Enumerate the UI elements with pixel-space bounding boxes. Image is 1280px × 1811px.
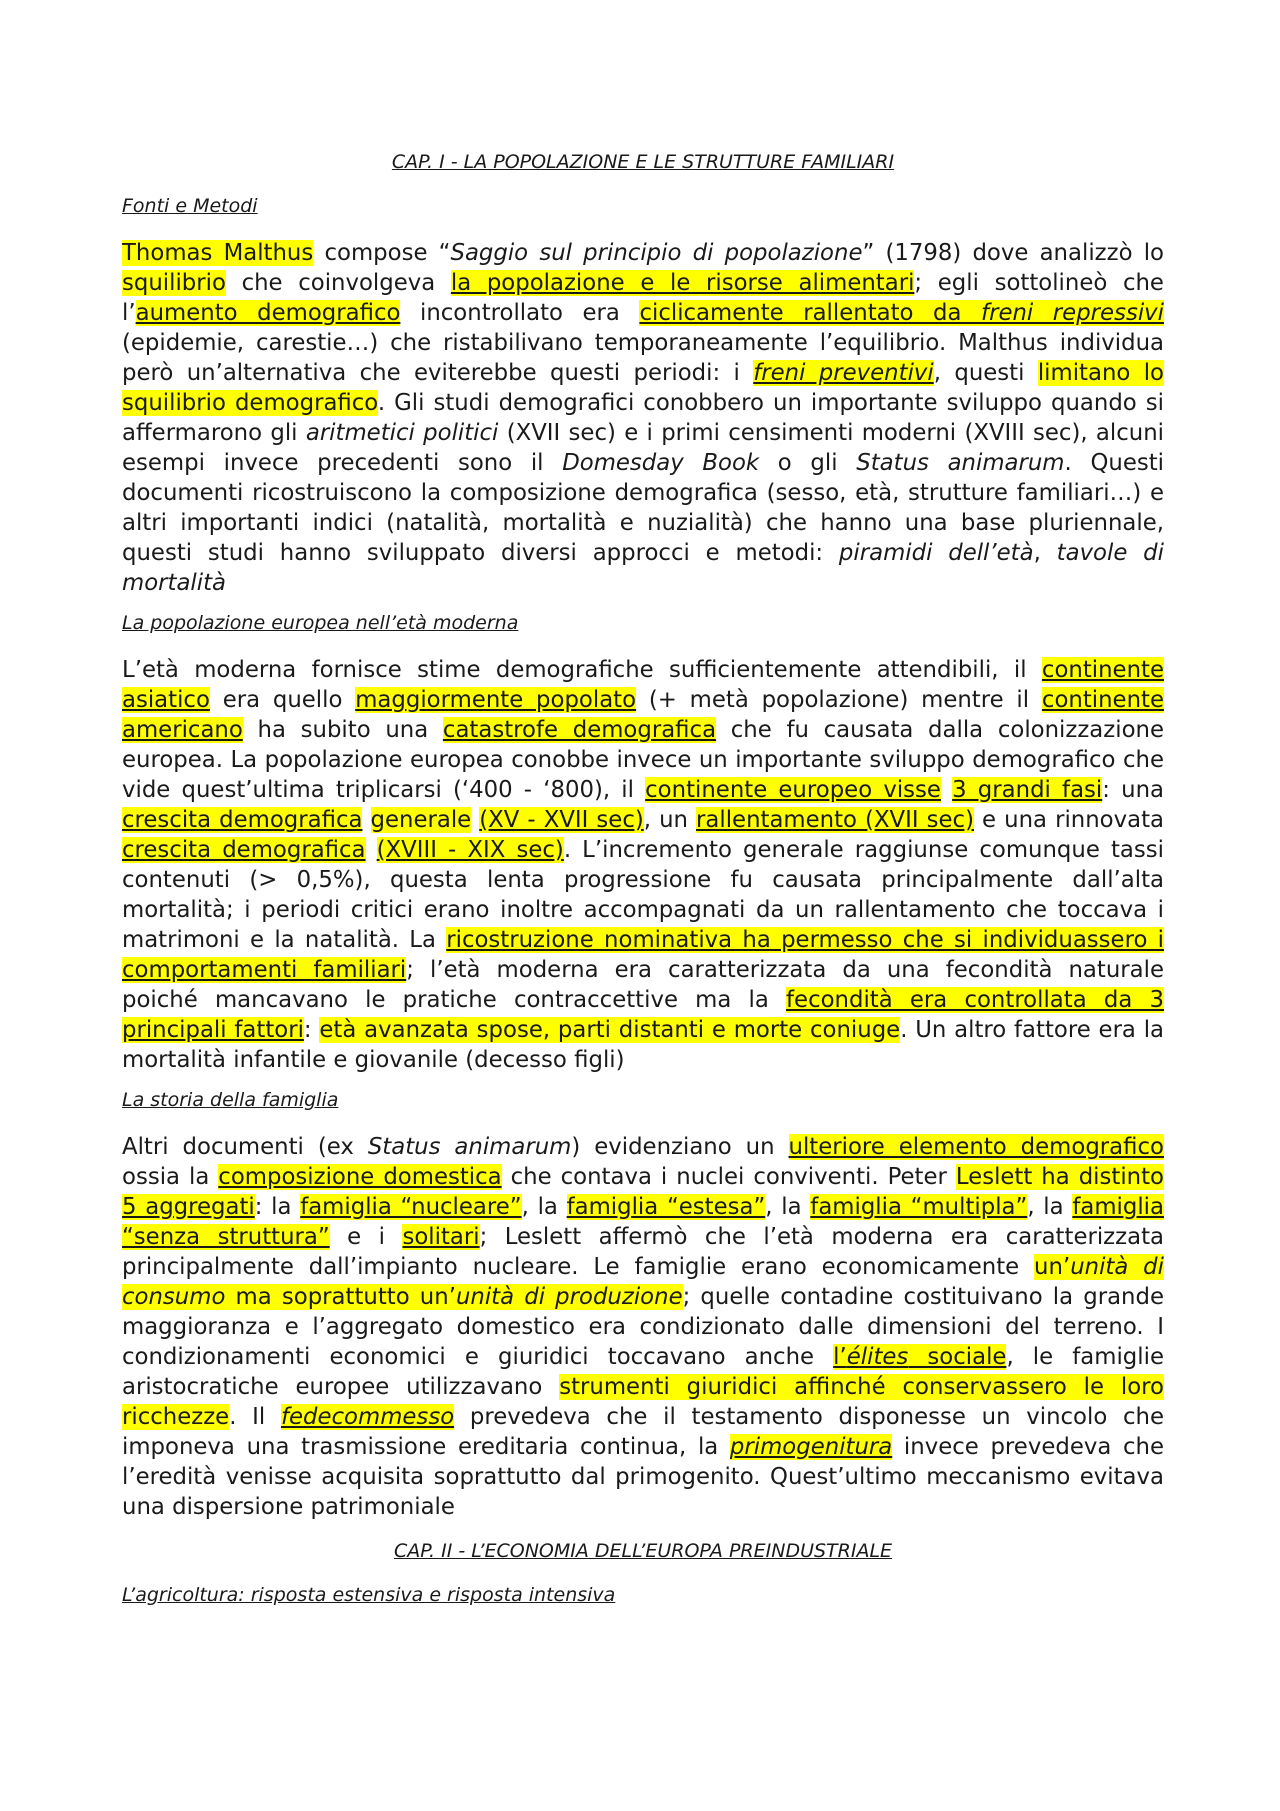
text-run: ; egli sottolineò che l’ xyxy=(122,270,1164,326)
text-run: , le famiglie aristocratiche europee utilizzavano xyxy=(122,1344,1164,1400)
text-run: Status animarum xyxy=(856,450,1065,476)
highlighted-text: aumento demografico xyxy=(135,300,401,326)
text-run: ” (1798) dove analizzò lo xyxy=(862,240,1164,266)
text-run: . Un altro fattore era la mortalità infantile e giovanile (decesso figli) xyxy=(122,1017,1165,1073)
text-run: (XVII sec) e i primi censimenti moderni (XVIII sec), alcuni esempi invece precedenti sono il xyxy=(122,420,1164,476)
highlighted-text: maggiormente popolato xyxy=(355,687,637,713)
highlighted-text: continente asiatico xyxy=(122,657,1164,713)
text-run: . Questi documenti ricostruiscono la composizione demografica (sesso, età, strutture familiari…) e altri importanti indici (natalità, mortalità e nuzialità) che hanno una base pluriennale, questi studi hanno sviluppato diversi approcci e metodi: xyxy=(122,450,1165,566)
highlighted-text: l’ xyxy=(833,1344,847,1370)
highlighted-text: generale xyxy=(370,807,472,833)
text-run: che contava i nuclei conviventi. Peter xyxy=(501,1164,956,1190)
text-run: ; l’età moderna era caratterizzata da una fecondità naturale poiché mancavano le pratiche contraccettive ma la xyxy=(122,957,1164,1013)
text-run: era quello xyxy=(209,687,356,713)
highlighted-text: sociale xyxy=(908,1344,1007,1370)
text-run: , questi xyxy=(933,360,1038,386)
text-run: ha subito una xyxy=(242,717,443,743)
highlighted-text: limitano lo squilibrio demografico xyxy=(122,360,1164,416)
text-run xyxy=(941,777,952,803)
highlighted-text: solitari xyxy=(402,1224,480,1250)
text-run: o gli xyxy=(759,450,857,476)
text-run: Domesday Book xyxy=(562,450,760,476)
highlighted-text: rallentamento (XVII sec) xyxy=(696,807,974,833)
highlighted-text: freni preventivi xyxy=(753,360,934,386)
text-run: (+ metà popolazione) mentre il xyxy=(636,687,1042,713)
highlighted-text: freni repressivi xyxy=(981,300,1164,326)
text-run: , la xyxy=(521,1194,567,1220)
section-agricoltura: L’agricoltura: risposta estensiva e risposta intensiva xyxy=(122,1584,616,1606)
highlighted-text: la popolazione e le xyxy=(450,270,707,296)
text-run: piramidi dell’età xyxy=(838,540,1034,566)
highlighted-text: fedecommesso xyxy=(280,1404,455,1430)
highlighted-text: famiglia “multipla” xyxy=(810,1194,1028,1220)
text-run: e i xyxy=(329,1224,403,1250)
text-run: Status animarum xyxy=(367,1134,572,1160)
text-run: Saggio sul principio di popolazione xyxy=(450,240,863,266)
highlighted-text: continente americano xyxy=(122,687,1164,743)
highlighted-text: 3 grandi fasi xyxy=(952,777,1103,803)
highlighted-text: ricostruzione nominativa ha permesso che si individuassero i comportamenti familiari xyxy=(122,927,1164,983)
text-run: invece prevedeva che l’eredità venisse acquisita soprattutto dal primogenito. Quest’ultimo meccanismo evitava una dispersione patrimoniale xyxy=(122,1434,1164,1520)
section-popolazione-europea: La popolazione europea nell’età moderna xyxy=(122,612,519,634)
highlighted-text: (XV - XVII sec) xyxy=(479,807,644,833)
highlighted-text: ciclicamente rallentato da xyxy=(639,300,982,326)
text-run: incontrollato era xyxy=(400,300,640,326)
text-run: ; Leslett affermò che l’età moderna era caratterizzata principalmente dall’impianto nucleare. Le famiglie erano economicamente xyxy=(122,1224,1164,1280)
highlighted-text: unità di consumo xyxy=(122,1254,1164,1310)
highlighted-text: élites xyxy=(846,1344,909,1370)
text-run: . Il xyxy=(229,1404,281,1430)
highlighted-text: catastrofe demografica xyxy=(442,717,717,743)
text-run: che coinvolgeva xyxy=(225,270,451,296)
text-run: ; quelle contadine costituivano la grande maggioranza e l’aggregato domestico era condizionato dalle dimensioni del terreno. I condizionamenti economici e giuridici toccavano anche xyxy=(122,1284,1164,1370)
text-run: , un xyxy=(643,807,697,833)
highlighted-text: unità di produzione xyxy=(455,1284,683,1310)
highlighted-text: ulteriore elemento demografico xyxy=(788,1134,1164,1160)
paragraph-fonti-e-metodi xyxy=(122,238,1164,598)
text-run: . Gli studi demografici conobbero un importante sviluppo quando si affermarono gli xyxy=(122,390,1164,446)
text-run: (epidemie, carestie…) che ristabilivano temporaneamente l’equilibrio. Malthus individua però un’alternativa che eviterebbe questi periodi: i xyxy=(122,330,1164,386)
text-run: L’età moderna fornisce stime demografiche sufficientemente attendibili, il xyxy=(122,657,1042,683)
text-run: : xyxy=(303,1017,320,1043)
highlighted-text: crescita demografica xyxy=(122,807,363,833)
paragraph-storia-famiglia xyxy=(122,1132,1164,1522)
text-run: , la xyxy=(765,1194,811,1220)
highlighted-text: famiglia “senza struttura” xyxy=(122,1194,1164,1250)
text-run xyxy=(366,837,377,863)
text-run: ossia la xyxy=(122,1164,219,1190)
highlighted-text: un’ xyxy=(1034,1254,1071,1280)
text-run: aritmetici politici xyxy=(305,420,499,446)
highlighted-text: famiglia “estesa” xyxy=(566,1194,766,1220)
highlighted-text: ma soprattutto un’ xyxy=(225,1284,456,1310)
highlighted-text: primogenitura xyxy=(729,1434,893,1460)
paragraph-popolazione-europea xyxy=(122,655,1164,1075)
highlighted-text: Thomas Malthus xyxy=(122,240,314,266)
highlighted-text: composizione domestica xyxy=(218,1164,502,1190)
text-run: : una xyxy=(1102,777,1164,803)
highlighted-text: Leslett ha distinto xyxy=(955,1164,1164,1190)
highlighted-text: squilibrio xyxy=(122,270,226,296)
text-run: . L’incremento generale raggiunse comunque tassi contenuti (> 0,5%), questa lenta progressione fu causata principalmente dall’alta mortalità; i periodi critici erano inoltre accompagnati da un rallentamento che toccava i matrimoni e la natalità. La xyxy=(122,837,1164,953)
highlighted-text: età avanzata spose, parti distanti e morte coniuge xyxy=(319,1017,901,1043)
chapter-title-1: CAP. I - LA POPOLAZIONE E LE STRUTTURE FAMILIARI xyxy=(391,151,895,173)
text-run xyxy=(362,807,370,833)
highlighted-text: strumenti giuridici affinché conservassero le loro ricchezze xyxy=(122,1374,1164,1430)
text-run: : la xyxy=(254,1194,301,1220)
highlighted-text: continente europeo visse xyxy=(645,777,941,803)
text-run: e una rinnovata xyxy=(974,807,1164,833)
text-run: compose “ xyxy=(313,240,451,266)
highlighted-text: crescita demografica xyxy=(122,837,366,863)
chapter-title-2: CAP. II - L’ECONOMIA DELL’EUROPA PREINDUSTRIALE xyxy=(393,1540,893,1562)
highlighted-text: 5 aggregati xyxy=(122,1194,255,1220)
text-run: che fu causata dalla colonizzazione europea. La popolazione europea conobbe invece un importante sviluppo demografico che vide quest’ultima triplicarsi (‘400 - ‘800), il xyxy=(122,717,1165,803)
text-run: ) evidenziano un xyxy=(571,1134,789,1160)
text-run: , la xyxy=(1027,1194,1073,1220)
highlighted-text: famiglia “nucleare” xyxy=(300,1194,522,1220)
highlighted-text: (XVIII - XIX sec) xyxy=(376,837,564,863)
text-run: prevedeva che il testamento disponesse un vincolo che imponeva una trasmissione ereditaria continua, la xyxy=(122,1404,1165,1460)
text-run: tavole di mortalità xyxy=(122,540,1164,596)
highlighted-text: fecondità era controllata da 3 principali fattori xyxy=(122,987,1164,1043)
section-storia-famiglia: La storia della famiglia xyxy=(122,1089,339,1111)
section-fonti-e-metodi: Fonti e Metodi xyxy=(122,195,258,217)
text-run: , xyxy=(1033,540,1057,566)
document-body xyxy=(122,150,1164,1627)
text-run: Altri documenti (ex xyxy=(122,1134,368,1160)
highlighted-text: risorse alimentari xyxy=(706,270,915,296)
